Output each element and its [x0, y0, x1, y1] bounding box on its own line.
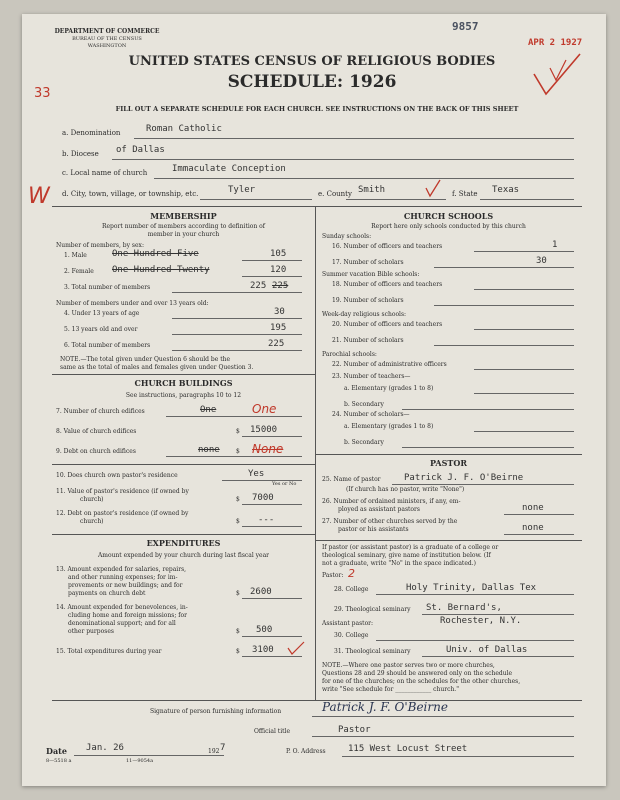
q12-value: ---	[258, 515, 275, 525]
q17-line	[434, 267, 574, 268]
census-schedule-sheet	[22, 14, 606, 786]
pastor-note-1: NOTE.—Where one pastor serves two or more churches,	[322, 662, 495, 669]
q1-words: One Hundred Five	[112, 249, 199, 259]
q5-label: 5. 13 years old and over	[64, 326, 138, 333]
schedule-number: 9857	[452, 20, 479, 33]
q6-label: 6. Total number of members	[64, 342, 151, 349]
q3-overwritten: 225	[272, 281, 289, 291]
q12-dollar: $	[236, 518, 240, 525]
membership-intro-2: member in your church	[147, 231, 220, 238]
q16-value: 1	[552, 240, 558, 250]
q11-label-1: 11. Value of pastor's residence (if owned by	[56, 488, 189, 495]
form-title: UNITED STATES CENSUS OF RELIGIOUS BODIES	[128, 54, 496, 69]
q3-label: 3. Total number of members	[64, 284, 151, 291]
form-code: 8—5518 a	[46, 758, 72, 764]
date-value: Jan. 26	[86, 743, 124, 753]
by-sex-label: Number of members, by sex:	[56, 242, 144, 249]
q16-label: 16. Number of officers and teachers	[332, 243, 443, 250]
q20-label: 20. Number of officers and teachers	[332, 321, 443, 328]
membership-note-1: NOTE.—The total given under Question 6 should be the	[60, 356, 231, 363]
address-label: P. O. Address	[286, 748, 326, 755]
q29-line	[422, 614, 574, 615]
q28-label: 28. College	[334, 586, 369, 593]
q23b-label: b. Secondary	[344, 401, 384, 408]
q18-label: 18. Number of officers and teachers	[332, 281, 443, 288]
residence-rule	[52, 464, 315, 465]
q23a-label: a. Elementary (grades 1 to 8)	[344, 385, 434, 392]
college-rule	[315, 540, 582, 541]
q29-value-1: St. Bernard's,	[426, 603, 502, 613]
membership-title: MEMBERSHIP	[150, 211, 217, 221]
q10-value: Yes	[248, 469, 265, 479]
q14-line-3: denominational support; and for all	[68, 620, 176, 627]
local-name-line	[154, 178, 574, 179]
q9-label: 9. Debt on church edifices	[56, 448, 136, 455]
q14-line-1: 14. Amount expended for benevolences, in-	[56, 604, 188, 611]
q7-label: 7. Number of church edifices	[56, 408, 145, 415]
q24a-label: a. Elementary (grades 1 to 8)	[344, 423, 434, 430]
q26-value: none	[522, 503, 544, 513]
county-value: Smith	[358, 185, 386, 195]
center-divider	[315, 206, 316, 700]
pastor-rule	[315, 454, 582, 455]
q15-line	[242, 656, 302, 657]
q5-line	[172, 334, 302, 335]
q8-label: 8. Value of church edifices	[56, 428, 137, 435]
q13-line	[242, 598, 302, 599]
q15-dollar: $	[236, 648, 240, 655]
schools-intro: Report here only schools conducted by this church	[371, 223, 526, 230]
q2-words: One Hundred Twenty	[112, 265, 210, 275]
date-line	[74, 755, 224, 756]
college-intro-3: not a graduate, write "No" in the space indicated.)	[322, 560, 476, 567]
form-code-2: 11—9054a	[126, 758, 154, 764]
expenditures-rule	[52, 534, 315, 535]
q5-value: 195	[270, 323, 287, 333]
summer-label: Summer vacation Bible schools:	[322, 271, 420, 278]
q9-dollar: $	[236, 448, 240, 455]
local-name-label: c. Local name of church	[62, 169, 148, 177]
pastor-note-4: write "See schedule for ____________ church."	[322, 686, 459, 693]
margin-mark: W	[28, 184, 50, 209]
q30-line	[376, 640, 574, 641]
denomination-value: Roman Catholic	[146, 124, 222, 134]
q14-line-2: cluding home and foreign missions; for	[68, 612, 187, 619]
q11-value: 7000	[252, 493, 274, 503]
state-value: Texas	[492, 185, 520, 195]
q15-value: 3100	[252, 645, 274, 655]
q19-label: 19. Number of scholars	[332, 297, 404, 304]
q29-value-2: Rochester, N.Y.	[440, 616, 522, 626]
instruction-line: FILL OUT A SEPARATE SCHEDULE FOR EACH CHURCH. SEE INSTRUCTIONS ON THE BACK OF THIS SHEET	[115, 105, 519, 113]
q27-line	[504, 534, 574, 535]
q10-label: 10. Does church own pastor's residence	[56, 472, 178, 479]
bottom-rule	[52, 700, 582, 701]
q12-label-2: church)	[80, 518, 104, 525]
q7-line	[166, 416, 302, 417]
denomination-line	[134, 138, 574, 139]
q17-label: 17. Number of scholars	[332, 259, 404, 266]
q27-line-1: 27. Number of other churches served by the	[322, 518, 458, 525]
q23-label: 23. Number of teachers—	[332, 373, 411, 380]
q24a-line	[474, 431, 574, 432]
expenditures-title: EXPENDITURES	[146, 538, 221, 548]
q25-value: Patrick J. F. O'Beirne	[404, 473, 524, 483]
q13-line-2: and other running expenses; for im-	[68, 574, 178, 581]
official-title-line	[312, 736, 574, 737]
q23b-line	[402, 409, 574, 410]
official-title-value: Pastor	[338, 725, 371, 735]
q13-line-3: provements or new buildings; and for	[68, 582, 183, 589]
q1-label: 1. Male	[64, 252, 87, 259]
q22-label: 22. Number of administrative officers	[332, 361, 447, 368]
state-label: f. State	[452, 190, 478, 198]
q9-line	[166, 456, 302, 457]
address-line	[342, 756, 574, 757]
city-value: Tyler	[228, 185, 256, 195]
q9-red: None	[252, 442, 284, 456]
q15-label: 15. Total expenditures during year	[56, 648, 162, 655]
address-value: 115 West Locust Street	[348, 744, 468, 754]
pastor-note-2: Questions 28 and 29 should be answered only on the schedule	[322, 670, 513, 677]
q8-value: 15000	[250, 425, 278, 435]
checkmark-icon	[528, 50, 588, 98]
q31-line	[422, 656, 574, 657]
q25-hint: (If church has no pastor, write "None")	[346, 486, 465, 493]
q19-line	[434, 305, 574, 306]
q13-line-4: payments on church debt	[68, 590, 146, 597]
q14-value: 500	[256, 625, 273, 635]
q21-label: 21. Number of scholars	[332, 337, 404, 344]
q24-label: 24. Number of scholars—	[332, 411, 410, 418]
q25-label: 25. Name of pastor	[322, 476, 381, 483]
q11-line	[242, 504, 302, 505]
q26-line-2: ployed as assistant pastors	[338, 506, 420, 513]
city-label: d. City, town, village, or township, etc.	[62, 190, 199, 198]
q31-label: 31. Theological seminary	[334, 648, 411, 655]
q30-label: 30. College	[334, 632, 369, 639]
schools-title: CHURCH SCHOOLS	[403, 211, 494, 221]
pastor-title: PASTOR	[430, 458, 467, 468]
q24b-line	[402, 447, 574, 448]
q11-label-2: church)	[80, 496, 104, 503]
q2-value: 120	[270, 265, 287, 275]
date-year: 7	[220, 743, 226, 753]
signature-line	[312, 716, 574, 717]
q28-value: Holy Trinity, Dallas Tex	[406, 583, 537, 593]
assistant-label: Assistant pastor:	[322, 620, 374, 627]
county-label: e. County	[318, 190, 352, 198]
q27-line-2: pastor or his assistants	[338, 526, 409, 533]
signature-value: Patrick J. F. O'Beirne	[322, 700, 448, 714]
q9-value: none	[198, 445, 220, 455]
state-line	[480, 199, 574, 200]
parochial-label: Parochial schools:	[322, 351, 377, 358]
q31-value: Univ. of Dallas	[446, 645, 528, 655]
checkmark-icon	[286, 640, 306, 656]
received-stamp: APR 2 1927	[528, 38, 583, 48]
q23a-line	[474, 393, 574, 394]
expenditures-intro: Amount expended by your church during last fiscal year	[97, 552, 270, 559]
q4-line	[172, 318, 302, 319]
q7-value: One	[200, 405, 217, 415]
local-name-value: Immaculate Conception	[172, 164, 286, 174]
membership-note-2: same as the total of males and females given under Question 3.	[60, 364, 254, 371]
q26-line-1: 26. Number of ordained ministers, if any, em-	[322, 498, 461, 505]
college-intro-2: theological seminary, give name of institution below. (If	[322, 552, 491, 559]
q2-line	[242, 276, 302, 277]
sunday-label: Sunday schools:	[322, 233, 372, 240]
diocese-line	[112, 159, 574, 160]
q17-value: 30	[536, 256, 547, 266]
q14-line	[242, 636, 302, 637]
date-label: Date	[46, 746, 67, 756]
q6-value: 225	[268, 339, 285, 349]
dept-line: DEPARTMENT OF COMMERCE	[54, 28, 160, 35]
weekday-label: Week-day religious schools:	[322, 311, 407, 318]
official-title-label: Official title	[254, 728, 290, 735]
diocese-value: of Dallas	[116, 145, 165, 155]
q20-line	[474, 329, 574, 330]
q21-line	[434, 345, 574, 346]
q1-line	[242, 260, 302, 261]
q12-line	[242, 526, 302, 527]
city-line: WASHINGTON	[87, 43, 127, 49]
q12-label-1: 12. Debt on pastor's residence (if owned by	[56, 510, 189, 517]
city-line	[200, 199, 312, 200]
q11-dollar: $	[236, 496, 240, 503]
checkmark-icon	[424, 178, 442, 198]
college-intro-1: If pastor (or assistant pastor) is a graduate of a college or	[322, 544, 499, 551]
q1-value: 105	[270, 249, 287, 259]
pastor-red-mark: 2	[348, 567, 355, 580]
q7-red: One	[252, 402, 277, 416]
q13-value: 2600	[250, 587, 272, 597]
membership-intro-1: Report number of members according to definition of	[101, 223, 265, 230]
q3-line	[172, 292, 302, 293]
q14-dollar: $	[236, 628, 240, 635]
date-year-prefix: 192	[208, 748, 220, 755]
red-code: 33	[34, 86, 51, 101]
pastor-sub-label: Pastor:	[322, 572, 344, 579]
q4-value: 30	[274, 307, 285, 317]
q18-line	[474, 289, 574, 290]
q4-label: 4. Under 13 years of age	[64, 310, 140, 317]
q27-value: none	[522, 523, 544, 533]
q13-line-1: 13. Amount expended for salaries, repairs,	[56, 566, 187, 573]
q22-line	[474, 369, 574, 370]
q8-line	[242, 436, 302, 437]
q13-dollar: $	[236, 590, 240, 597]
q28-line	[376, 594, 574, 595]
buildings-sub: See instructions, paragraphs 10 to 12	[125, 392, 242, 399]
pastor-note-3: for one of the churches; on the schedules for the other churches,	[322, 678, 521, 685]
q10-hint: Yes or No	[272, 481, 297, 487]
q6-line	[172, 350, 302, 351]
top-rule	[52, 206, 582, 207]
schedule-title: SCHEDULE: 1926	[227, 72, 397, 92]
diocese-label: b. Diocese	[62, 150, 99, 158]
county-line	[346, 199, 446, 200]
denomination-label: a. Denomination	[62, 129, 121, 137]
q29-label: 29. Theological seminary	[334, 606, 411, 613]
buildings-rule	[52, 374, 315, 375]
q14-line-4: other purposes	[68, 628, 114, 635]
age-intro: Number of members under and over 13 years old:	[56, 300, 209, 307]
q26-line	[504, 514, 574, 515]
q24b-label: b. Secondary	[344, 439, 384, 446]
signature-label: Signature of person furnishing information	[150, 708, 282, 715]
q2-label: 2. Female	[64, 268, 94, 275]
q8-dollar: $	[236, 428, 240, 435]
buildings-title: CHURCH BUILDINGS	[134, 378, 233, 388]
q16-line	[474, 251, 574, 252]
q3-value: 225	[250, 281, 267, 291]
bureau-line: BUREAU OF THE CENSUS	[72, 36, 142, 42]
q25-line	[392, 484, 574, 485]
